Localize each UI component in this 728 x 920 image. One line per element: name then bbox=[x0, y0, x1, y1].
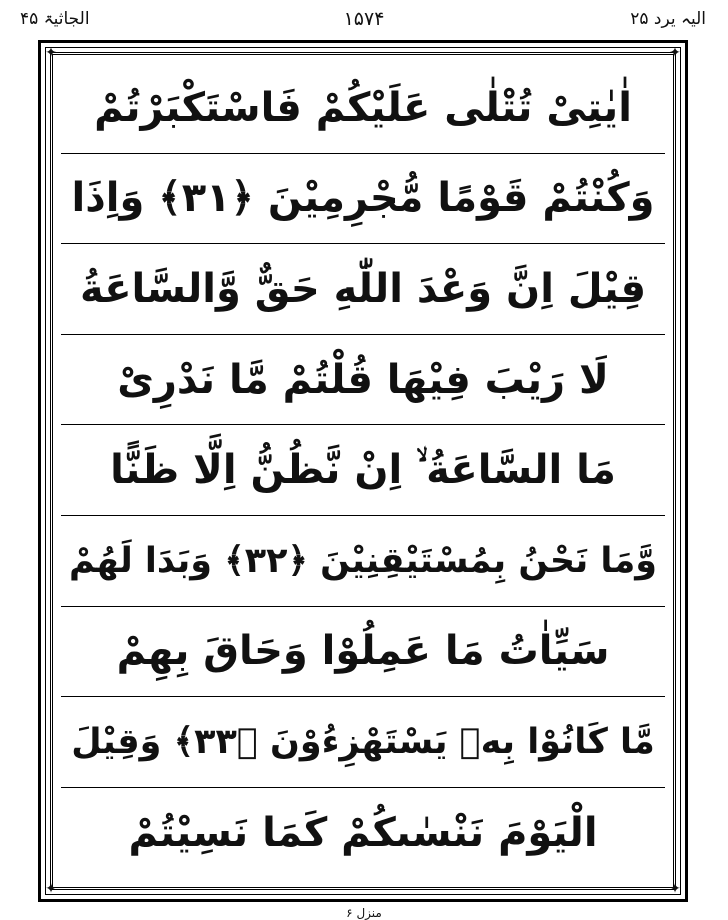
verse-line-text: اٰیٰتِیْ تُتْلٰی عَلَیْکُمْ فَاسْتَکْبَرْتُمْ bbox=[94, 84, 632, 131]
corner-ornament-icon: ✦ bbox=[669, 881, 681, 897]
verse-line-text: قِیْلَ اِنَّ وَعْدَ اللّٰهِ حَقٌّ وَّالسَّاعَةُ bbox=[79, 265, 647, 312]
juz-name: الیہ یرد ۲۵ bbox=[630, 9, 706, 29]
page-header bbox=[0, 0, 728, 40]
verse-line bbox=[61, 516, 665, 607]
verse-line bbox=[61, 788, 665, 879]
verse-line-text: لَا رَیْبَ فِیْهَا قُلْتُمْ مَّا نَدْرِیْ bbox=[117, 356, 609, 403]
verse-line bbox=[61, 697, 665, 788]
verse-line-text: مَا السَّاعَةُ ۙ اِنْ نَّظُنُّ اِلَّا ظَنًّا bbox=[110, 447, 616, 494]
corner-ornament-icon: ✦ bbox=[45, 881, 57, 897]
verse-line bbox=[61, 607, 665, 698]
verse-line bbox=[61, 425, 665, 516]
verse-lines bbox=[61, 63, 665, 879]
surah-name: الجاثیۃ ۴۵ bbox=[20, 9, 90, 29]
verse-line bbox=[61, 244, 665, 335]
verse-line bbox=[61, 335, 665, 426]
corner-ornament-icon: ✦ bbox=[669, 45, 681, 61]
verse-line-text: وَکُنْتُمْ قَوْمًا مُّجْرِمِیْنَ ﴿۳۱﴾ وَاِذَا bbox=[71, 175, 655, 222]
corner-ornament-icon: ✦ bbox=[45, 45, 57, 61]
verse-line-text: وَّمَا نَحْنُ بِمُسْتَیْقِنِیْنَ ﴿۳۲﴾ وَبَدَا لَهُمْ bbox=[69, 540, 657, 581]
manzil-marker: منزل ۶ bbox=[346, 906, 382, 920]
verse-line bbox=[61, 63, 665, 154]
page-border bbox=[38, 40, 688, 902]
verse-line-text: سَیِّاٰتُ مَا عَمِلُوْا وَحَاقَ بِهِمْ bbox=[116, 628, 610, 675]
verse-line-text: الْیَوْمَ نَنْسٰىكُمْ كَمَا نَسِیْتُمْ bbox=[128, 810, 598, 857]
page-number: ۱۵۷۴ bbox=[343, 8, 385, 30]
verse-line-text: مَّا كَانُوْا بِهٖ یَسْتَهْزِءُوْنَ ﴿۳۳﴾ وَقِیْلَ bbox=[71, 721, 655, 762]
verse-line bbox=[61, 154, 665, 245]
